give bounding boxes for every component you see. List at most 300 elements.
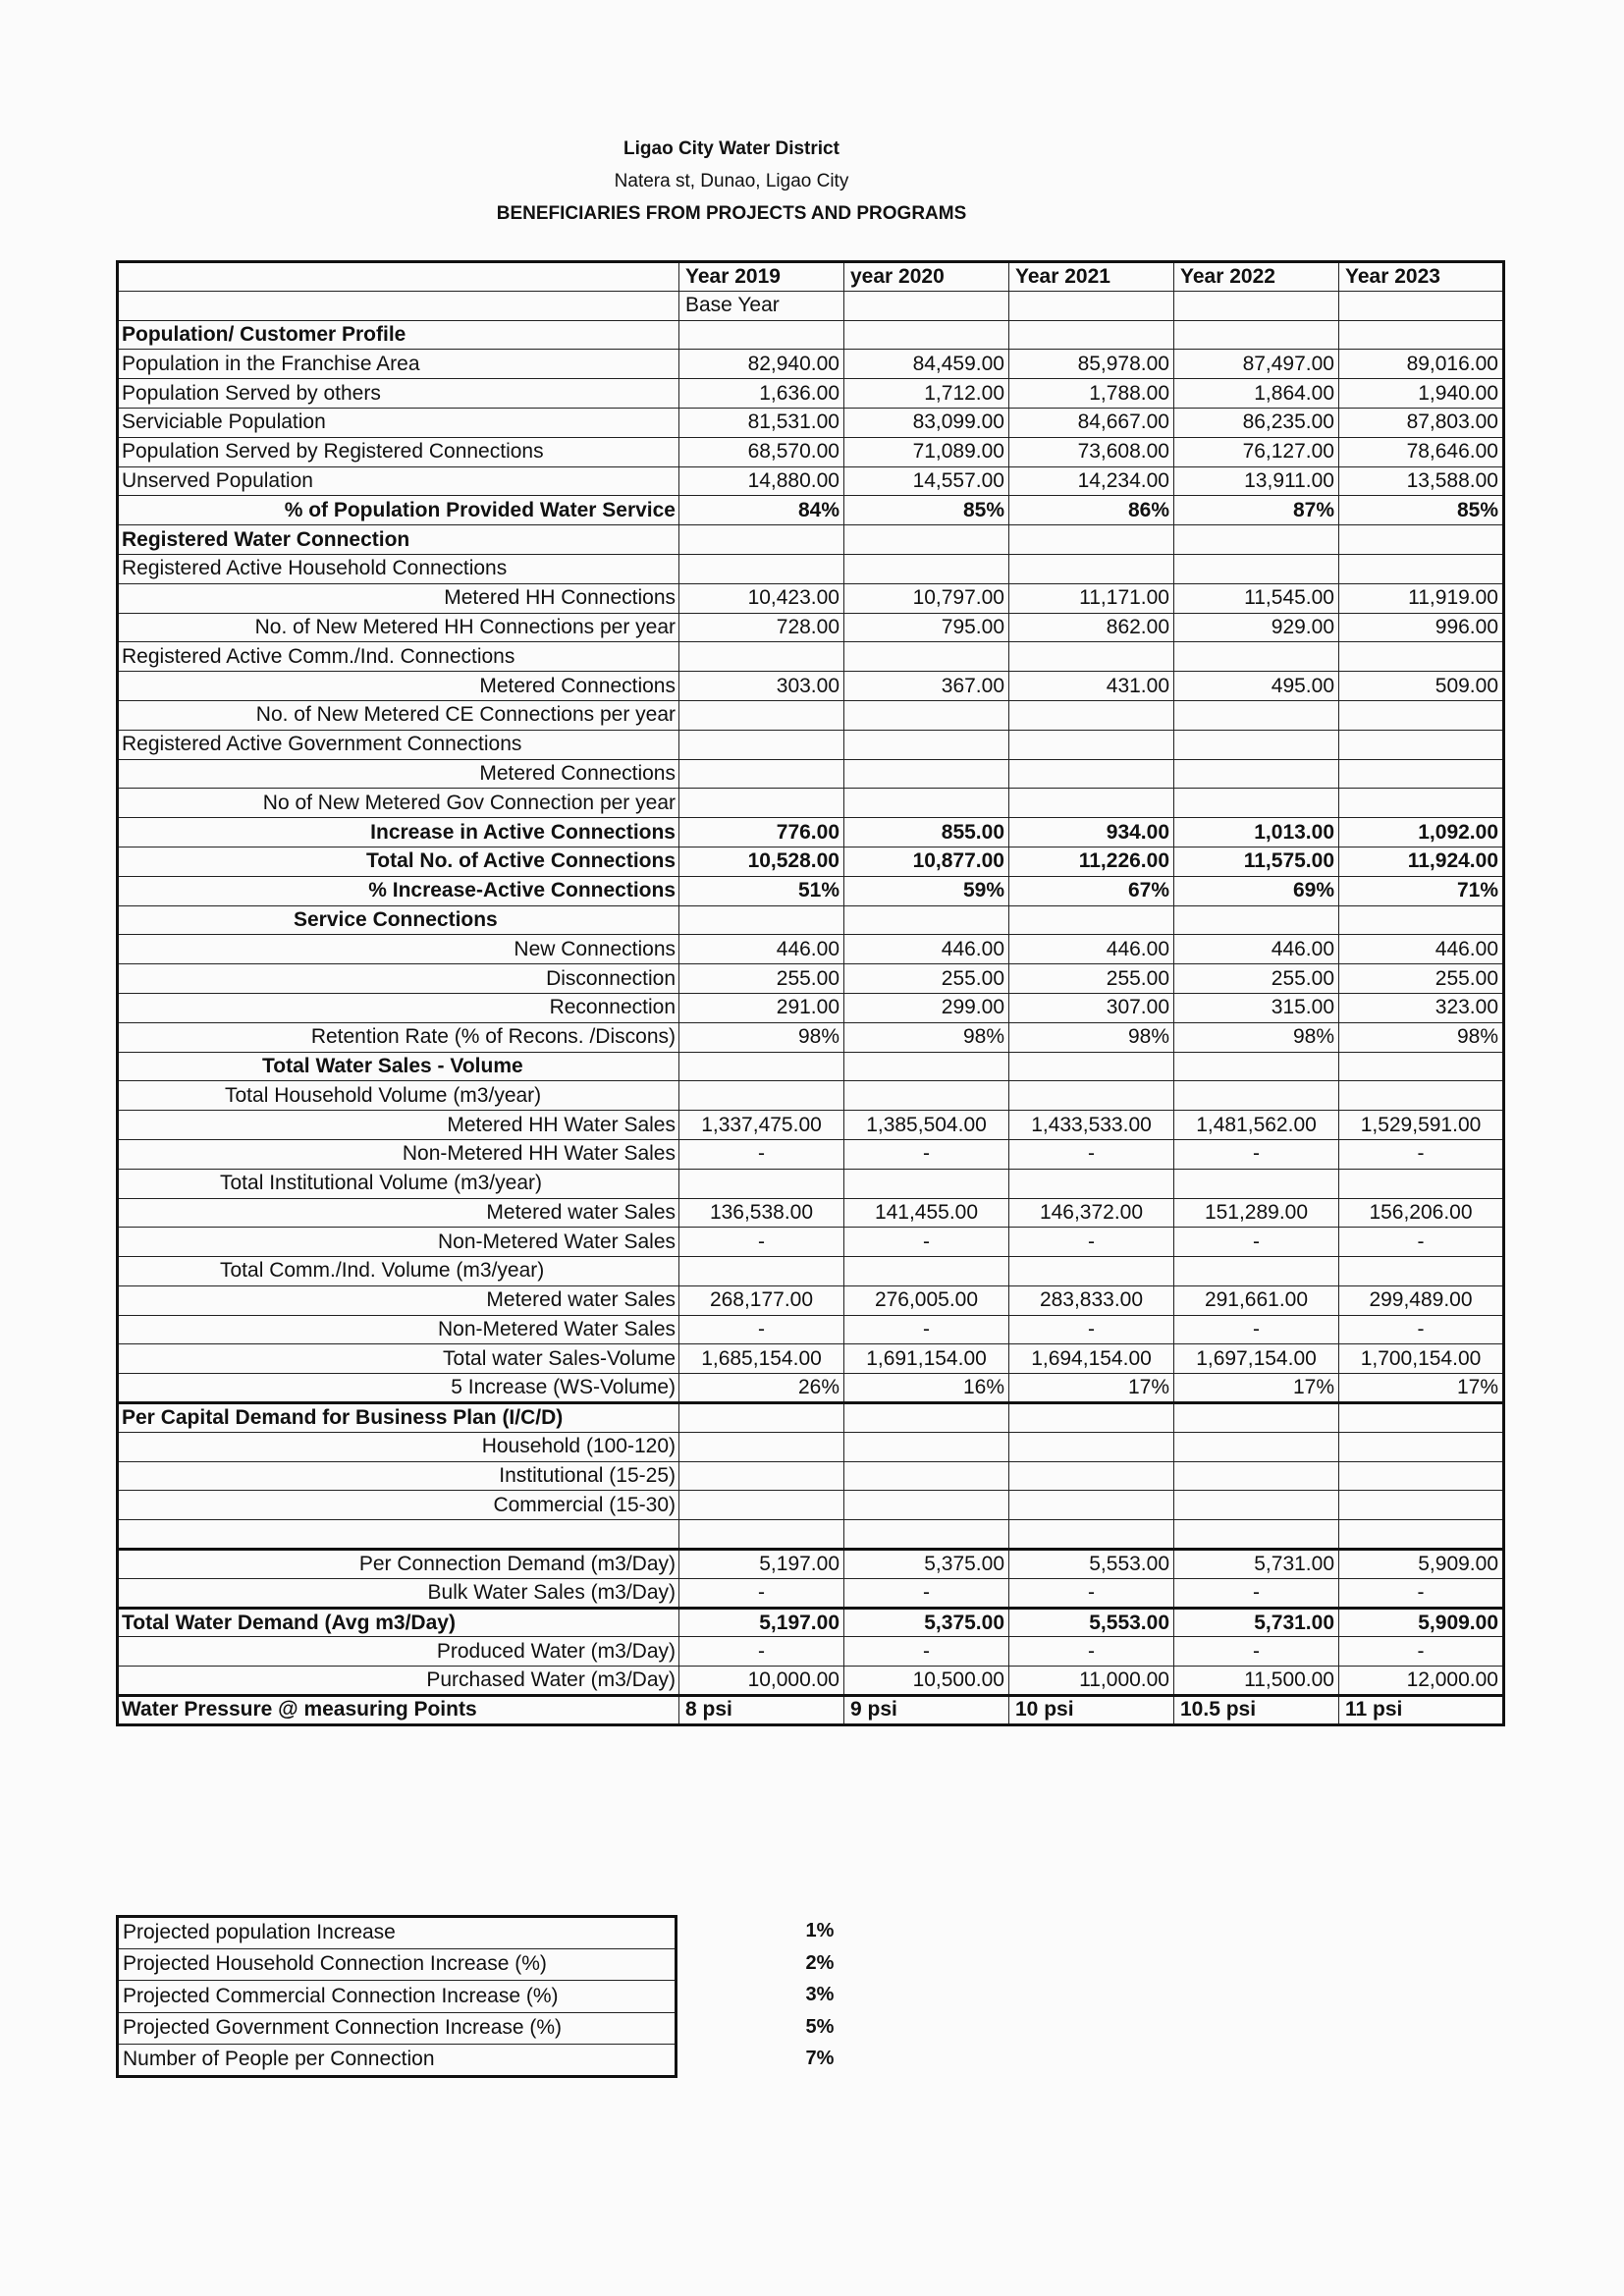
- value-cell: 283,833.00: [1009, 1285, 1174, 1315]
- empty-cell: [679, 1403, 844, 1433]
- value-cell: 307.00: [1009, 993, 1174, 1022]
- projection-value: 2%: [805, 1951, 835, 1974]
- empty-cell: [1174, 525, 1339, 555]
- table-row: [118, 876, 1504, 905]
- row-label: Non-Metered Water Sales: [118, 1228, 679, 1257]
- row-label: Disconnection: [118, 964, 679, 994]
- value-cell: 10,000.00: [679, 1667, 844, 1696]
- value-cell: 81,531.00: [679, 408, 844, 437]
- row-label: Registered Active Government Connections: [118, 730, 679, 759]
- empty-cell: [844, 1081, 1009, 1111]
- value-cell: 11,226.00: [1009, 847, 1174, 876]
- row-label: Metered water Sales: [118, 1198, 679, 1228]
- empty-cell: [844, 291, 1009, 320]
- table-row: [118, 350, 1504, 379]
- value-cell: 10,423.00: [679, 583, 844, 613]
- value-cell: 5,375.00: [844, 1550, 1009, 1579]
- table-row: [118, 700, 1504, 730]
- empty-cell: [1174, 642, 1339, 672]
- empty-cell: [679, 1432, 844, 1461]
- empty-cell: [1339, 1169, 1504, 1198]
- row-label: Total Water Sales - Volume: [118, 1052, 679, 1081]
- value-cell: 11,500.00: [1174, 1667, 1339, 1696]
- beneficiaries-table: [116, 260, 1505, 1726]
- value-cell: -: [1009, 1315, 1174, 1344]
- row-label: Retention Rate (% of Recons. /Discons): [118, 1022, 679, 1052]
- projection-label: Projected Commercial Connection Increase (%): [118, 1981, 677, 2013]
- row-label: Serviciable Population: [118, 408, 679, 437]
- empty-cell: [1174, 1432, 1339, 1461]
- value-cell: 5,197.00: [679, 1550, 844, 1579]
- value-cell: 85%: [844, 496, 1009, 525]
- empty-cell: [844, 759, 1009, 789]
- value-cell: -: [844, 1139, 1009, 1169]
- table-row: [118, 1637, 1504, 1667]
- empty-cell: [1174, 1461, 1339, 1491]
- value-cell: 16%: [844, 1374, 1009, 1403]
- value-cell: 67%: [1009, 876, 1174, 905]
- empty-cell: [679, 320, 844, 350]
- empty-cell: [1009, 759, 1174, 789]
- empty-cell: [1339, 554, 1504, 583]
- value-cell: 17%: [1174, 1374, 1339, 1403]
- empty-cell: [1009, 1052, 1174, 1081]
- empty-cell: [679, 1520, 844, 1550]
- value-cell: 59%: [844, 876, 1009, 905]
- empty-cell: [1174, 1403, 1339, 1433]
- empty-cell: [1009, 730, 1174, 759]
- value-cell: 1,481,562.00: [1174, 1111, 1339, 1140]
- value-cell: 509.00: [1339, 672, 1504, 701]
- value-cell: 89,016.00: [1339, 350, 1504, 379]
- org-address: Natera st, Dunao, Ligao City: [614, 171, 849, 191]
- table-row: [118, 1344, 1504, 1374]
- value-cell: 84,459.00: [844, 350, 1009, 379]
- empty-cell: [844, 730, 1009, 759]
- empty-cell: [679, 1491, 844, 1520]
- value-cell: 17%: [1339, 1374, 1504, 1403]
- empty-cell: [1339, 1081, 1504, 1111]
- value-cell: 11,000.00: [1009, 1667, 1174, 1696]
- empty-cell: [1009, 1491, 1174, 1520]
- empty-cell: [1339, 1257, 1504, 1286]
- empty-cell: [1009, 1432, 1174, 1461]
- empty-cell: [1174, 1520, 1339, 1550]
- row-label: Total Comm./Ind. Volume (m3/year): [118, 1257, 679, 1286]
- value-cell: 255.00: [1339, 964, 1504, 994]
- empty-cell: [1009, 291, 1174, 320]
- empty-cell: [679, 525, 844, 555]
- value-cell: 87,803.00: [1339, 408, 1504, 437]
- empty-cell: [1339, 1432, 1504, 1461]
- value-cell: 98%: [844, 1022, 1009, 1052]
- value-cell: 14,234.00: [1009, 466, 1174, 496]
- value-cell: 255.00: [679, 964, 844, 994]
- value-cell: 156,206.00: [1339, 1198, 1504, 1228]
- empty-cell: [844, 905, 1009, 935]
- row-label: Unserved Population: [118, 466, 679, 496]
- value-cell: 146,372.00: [1009, 1198, 1174, 1228]
- table-row: [118, 905, 1504, 935]
- empty-cell: [679, 700, 844, 730]
- table-row: [118, 1081, 1504, 1111]
- value-cell: 1,529,591.00: [1339, 1111, 1504, 1140]
- value-cell: 11,924.00: [1339, 847, 1504, 876]
- row-label: Registered Water Connection: [118, 525, 679, 555]
- row-label: Bulk Water Sales (m3/Day): [118, 1578, 679, 1608]
- value-cell: 268,177.00: [679, 1285, 844, 1315]
- value-cell: -: [679, 1139, 844, 1169]
- table-row: [118, 379, 1504, 409]
- empty-cell: [844, 554, 1009, 583]
- empty-cell: [844, 1403, 1009, 1433]
- value-cell: 11 psi: [1339, 1696, 1504, 1725]
- value-cell: 934.00: [1009, 818, 1174, 847]
- row-label: Total Water Demand (Avg m3/Day): [118, 1608, 679, 1637]
- column-header: Year 2023: [1339, 262, 1504, 292]
- value-cell: 795.00: [844, 613, 1009, 642]
- base-year-blank-cell: [118, 291, 679, 320]
- table-row: [118, 818, 1504, 847]
- projection-label: Projected population Increase: [118, 1917, 677, 1949]
- value-cell: 86,235.00: [1174, 408, 1339, 437]
- empty-cell: [844, 1257, 1009, 1286]
- row-label: Metered water Sales: [118, 1285, 679, 1315]
- empty-cell: [1009, 642, 1174, 672]
- projections-table: [116, 1915, 677, 2078]
- row-label: Population in the Franchise Area: [118, 350, 679, 379]
- table-row: [118, 1578, 1504, 1608]
- value-cell: 291.00: [679, 993, 844, 1022]
- value-cell: 13,911.00: [1174, 466, 1339, 496]
- value-cell: 1,788.00: [1009, 379, 1174, 409]
- table-row: [118, 993, 1504, 1022]
- column-header: Year 2019: [679, 262, 844, 292]
- empty-cell: [1009, 1461, 1174, 1491]
- row-label: Per Connection Demand (m3/Day): [118, 1550, 679, 1579]
- value-cell: 323.00: [1339, 993, 1504, 1022]
- value-cell: 10,877.00: [844, 847, 1009, 876]
- row-label: Metered HH Water Sales: [118, 1111, 679, 1140]
- table-row: [118, 1696, 1504, 1725]
- empty-cell: [844, 789, 1009, 818]
- row-label: New Connections: [118, 935, 679, 964]
- value-cell: 86%: [1009, 496, 1174, 525]
- projection-label: Projected Government Connection Increase (%): [118, 2012, 677, 2045]
- value-cell: 26%: [679, 1374, 844, 1403]
- value-cell: 276,005.00: [844, 1285, 1009, 1315]
- value-cell: 5,197.00: [679, 1608, 844, 1637]
- value-cell: 13,588.00: [1339, 466, 1504, 496]
- empty-cell: [1009, 525, 1174, 555]
- row-label: Registered Active Comm./Ind. Connections: [118, 642, 679, 672]
- empty-cell: [1174, 700, 1339, 730]
- value-cell: 996.00: [1339, 613, 1504, 642]
- row-label: % of Population Provided Water Service: [118, 496, 679, 525]
- empty-cell: [1009, 1169, 1174, 1198]
- base-year-label: Base Year: [679, 291, 844, 320]
- value-cell: 495.00: [1174, 672, 1339, 701]
- value-cell: 291,661.00: [1174, 1285, 1339, 1315]
- value-cell: 82,940.00: [679, 350, 844, 379]
- empty-cell: [1174, 1169, 1339, 1198]
- value-cell: 5,553.00: [1009, 1550, 1174, 1579]
- value-cell: -: [844, 1315, 1009, 1344]
- row-label: Total No. of Active Connections: [118, 847, 679, 876]
- empty-cell: [1009, 789, 1174, 818]
- value-cell: 76,127.00: [1174, 437, 1339, 466]
- value-cell: 1,337,475.00: [679, 1111, 844, 1140]
- empty-cell: [1174, 905, 1339, 935]
- value-cell: 5,375.00: [844, 1608, 1009, 1637]
- table-row: [118, 1315, 1504, 1344]
- value-cell: 83,099.00: [844, 408, 1009, 437]
- table-row: [118, 437, 1504, 466]
- empty-cell: [1174, 1081, 1339, 1111]
- empty-cell: [679, 905, 844, 935]
- table-row: [118, 466, 1504, 496]
- value-cell: -: [1009, 1637, 1174, 1667]
- projection-row: [118, 2012, 677, 2045]
- empty-cell: [679, 554, 844, 583]
- empty-cell: [1339, 1491, 1504, 1520]
- empty-cell: [844, 1520, 1009, 1550]
- value-cell: -: [1339, 1315, 1504, 1344]
- row-label: Water Pressure @ measuring Points: [118, 1696, 679, 1725]
- table-row: [118, 1520, 1504, 1550]
- org-name: Ligao City Water District: [623, 138, 839, 159]
- column-header: year 2020: [844, 262, 1009, 292]
- value-cell: -: [1339, 1578, 1504, 1608]
- empty-cell: [844, 1461, 1009, 1491]
- projection-row: [118, 1948, 677, 1981]
- value-cell: 446.00: [1339, 935, 1504, 964]
- table-row: [118, 554, 1504, 583]
- value-cell: 446.00: [1174, 935, 1339, 964]
- empty-cell: [679, 1169, 844, 1198]
- table-row: [118, 583, 1504, 613]
- row-label: Population Served by others: [118, 379, 679, 409]
- value-cell: 71,089.00: [844, 437, 1009, 466]
- projection-row: [118, 1917, 677, 1949]
- table-row: [118, 1667, 1504, 1696]
- projection-row: [118, 1981, 677, 2013]
- value-cell: -: [1174, 1315, 1339, 1344]
- empty-cell: [1174, 554, 1339, 583]
- value-cell: 98%: [1174, 1022, 1339, 1052]
- table-row: [118, 1139, 1504, 1169]
- empty-cell: [1174, 1052, 1339, 1081]
- row-label: Registered Active Household Connections: [118, 554, 679, 583]
- value-cell: 299,489.00: [1339, 1285, 1504, 1315]
- value-cell: 446.00: [1009, 935, 1174, 964]
- value-cell: 446.00: [844, 935, 1009, 964]
- empty-cell: [1339, 320, 1504, 350]
- table-row: [118, 1257, 1504, 1286]
- value-cell: -: [1009, 1139, 1174, 1169]
- table-row: [118, 525, 1504, 555]
- empty-cell: [844, 525, 1009, 555]
- empty-cell: [679, 1461, 844, 1491]
- value-cell: 11,575.00: [1174, 847, 1339, 876]
- empty-cell: [679, 1257, 844, 1286]
- empty-cell: [679, 1081, 844, 1111]
- value-cell: 1,700,154.00: [1339, 1344, 1504, 1374]
- table-row: [118, 1461, 1504, 1491]
- empty-cell: [1174, 320, 1339, 350]
- empty-cell: [1339, 291, 1504, 320]
- value-cell: -: [679, 1637, 844, 1667]
- value-cell: 98%: [1009, 1022, 1174, 1052]
- table-row: [118, 1550, 1504, 1579]
- table-row: [118, 672, 1504, 701]
- row-label: Metered HH Connections: [118, 583, 679, 613]
- value-cell: -: [1174, 1578, 1339, 1608]
- row-label: No. of New Metered HH Connections per year: [118, 613, 679, 642]
- value-cell: 69%: [1174, 876, 1339, 905]
- empty-cell: [1009, 1257, 1174, 1286]
- empty-cell: [1009, 320, 1174, 350]
- value-cell: -: [1174, 1228, 1339, 1257]
- table-row: [118, 759, 1504, 789]
- table-row: [118, 613, 1504, 642]
- header-blank-cell: [118, 262, 679, 292]
- value-cell: 151,289.00: [1174, 1198, 1339, 1228]
- table-row: [118, 935, 1504, 964]
- base-year-row: [118, 291, 1504, 320]
- empty-cell: [679, 1052, 844, 1081]
- empty-cell: [1174, 291, 1339, 320]
- value-cell: 87%: [1174, 496, 1339, 525]
- value-cell: 136,538.00: [679, 1198, 844, 1228]
- value-cell: 17%: [1009, 1374, 1174, 1403]
- value-cell: 255.00: [1009, 964, 1174, 994]
- value-cell: -: [1174, 1637, 1339, 1667]
- empty-cell: [844, 1169, 1009, 1198]
- row-label: Total Institutional Volume (m3/year): [118, 1169, 679, 1198]
- table-row: [118, 964, 1504, 994]
- table-row: [118, 1052, 1504, 1081]
- row-label: Commercial (15-30): [118, 1491, 679, 1520]
- value-cell: 71%: [1339, 876, 1504, 905]
- table-row: [118, 1198, 1504, 1228]
- projection-label: Projected Household Connection Increase (%): [118, 1948, 677, 1981]
- value-cell: 68,570.00: [679, 437, 844, 466]
- value-cell: 1,385,504.00: [844, 1111, 1009, 1140]
- empty-cell: [1339, 789, 1504, 818]
- value-cell: 73,608.00: [1009, 437, 1174, 466]
- row-label: Metered Connections: [118, 672, 679, 701]
- table-row: [118, 1169, 1504, 1198]
- value-cell: 98%: [679, 1022, 844, 1052]
- empty-cell: [1339, 1052, 1504, 1081]
- projection-row: [118, 2045, 677, 2077]
- empty-cell: [1339, 642, 1504, 672]
- value-cell: 1,694,154.00: [1009, 1344, 1174, 1374]
- value-cell: 85%: [1339, 496, 1504, 525]
- row-label: Metered Connections: [118, 759, 679, 789]
- row-label: 5 Increase (WS-Volume): [118, 1374, 679, 1403]
- column-header: Year 2021: [1009, 262, 1174, 292]
- value-cell: -: [679, 1578, 844, 1608]
- empty-cell: [1009, 905, 1174, 935]
- empty-cell: [1339, 525, 1504, 555]
- empty-cell: [844, 700, 1009, 730]
- table-row: [118, 789, 1504, 818]
- empty-cell: [1339, 1403, 1504, 1433]
- empty-cell: [1174, 789, 1339, 818]
- empty-cell: [844, 642, 1009, 672]
- empty-cell: [1009, 1081, 1174, 1111]
- value-cell: 5,731.00: [1174, 1608, 1339, 1637]
- row-label: No. of New Metered CE Connections per year: [118, 700, 679, 730]
- row-label: Non-Metered Water Sales: [118, 1315, 679, 1344]
- row-label: Increase in Active Connections: [118, 818, 679, 847]
- table-row: [118, 320, 1504, 350]
- value-cell: 431.00: [1009, 672, 1174, 701]
- empty-cell: [1174, 1257, 1339, 1286]
- empty-cell: [844, 320, 1009, 350]
- value-cell: 14,557.00: [844, 466, 1009, 496]
- value-cell: 10,528.00: [679, 847, 844, 876]
- empty-cell: [1339, 905, 1504, 935]
- value-cell: 9 psi: [844, 1696, 1009, 1725]
- value-cell: 1,691,154.00: [844, 1344, 1009, 1374]
- row-label: Purchased Water (m3/Day): [118, 1667, 679, 1696]
- projection-value: 5%: [805, 2015, 835, 2038]
- empty-cell: [679, 759, 844, 789]
- value-cell: 87,497.00: [1174, 350, 1339, 379]
- value-cell: 446.00: [679, 935, 844, 964]
- value-cell: 1,013.00: [1174, 818, 1339, 847]
- value-cell: -: [1009, 1578, 1174, 1608]
- value-cell: 10 psi: [1009, 1696, 1174, 1725]
- document-title: BENEFICIARIES FROM PROJECTS AND PROGRAMS: [496, 203, 967, 224]
- value-cell: 85,978.00: [1009, 350, 1174, 379]
- empty-cell: [844, 1432, 1009, 1461]
- value-cell: 862.00: [1009, 613, 1174, 642]
- value-cell: 78,646.00: [1339, 437, 1504, 466]
- projection-value: 1%: [805, 1920, 835, 1941]
- value-cell: 728.00: [679, 613, 844, 642]
- value-cell: 303.00: [679, 672, 844, 701]
- table-row: [118, 642, 1504, 672]
- table-row: [118, 730, 1504, 759]
- value-cell: 5,909.00: [1339, 1550, 1504, 1579]
- value-cell: 10.5 psi: [1174, 1696, 1339, 1725]
- value-cell: 315.00: [1174, 993, 1339, 1022]
- value-cell: 1,636.00: [679, 379, 844, 409]
- row-label: Produced Water (m3/Day): [118, 1637, 679, 1667]
- value-cell: 776.00: [679, 818, 844, 847]
- empty-cell: [1009, 1403, 1174, 1433]
- table-row: [118, 1111, 1504, 1140]
- value-cell: 1,433,533.00: [1009, 1111, 1174, 1140]
- table-row: [118, 847, 1504, 876]
- value-cell: 84%: [679, 496, 844, 525]
- table-row: [118, 1374, 1504, 1403]
- table-row: [118, 1491, 1504, 1520]
- empty-cell: [1009, 1520, 1174, 1550]
- row-label: Institutional (15-25): [118, 1461, 679, 1491]
- empty-cell: [1174, 759, 1339, 789]
- table-row: [118, 1228, 1504, 1257]
- value-cell: -: [1339, 1228, 1504, 1257]
- year-header-row: [118, 262, 1504, 292]
- value-cell: 141,455.00: [844, 1198, 1009, 1228]
- empty-cell: [1009, 700, 1174, 730]
- value-cell: 1,685,154.00: [679, 1344, 844, 1374]
